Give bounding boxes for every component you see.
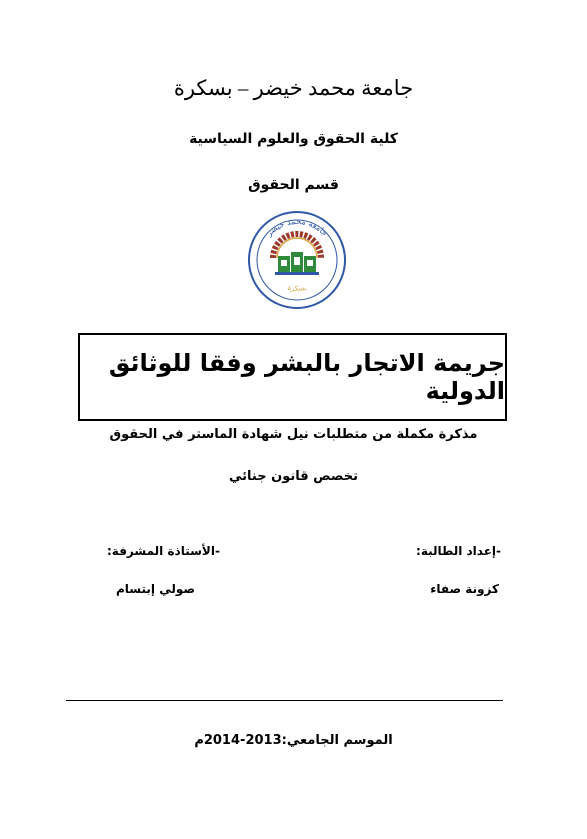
faculty-name: كلية الحقوق والعلوم السياسية bbox=[189, 131, 398, 147]
university-seal-icon bbox=[247, 210, 347, 310]
thesis-subtitle: مذكرة مكملة من متطلبات نيل شهادة الماستر في الحقوق bbox=[109, 427, 478, 442]
thesis-specialty: تخصص قانون جنائي bbox=[229, 469, 358, 484]
thesis-title: جريمة الاتجار بالبشر وفقا للوثائق الدولية bbox=[108, 349, 505, 405]
supervisor-name: صولي إبتسام bbox=[116, 582, 195, 596]
svg-text:بسكرة bbox=[287, 284, 307, 293]
student-label: -إعداد الطالبة: bbox=[416, 544, 501, 558]
thesis-title-box bbox=[78, 333, 507, 421]
university-name: جامعة محمد خيضر – بسكرة bbox=[173, 76, 414, 100]
footer-divider bbox=[66, 700, 503, 701]
academic-year: الموسم الجامعي:2013-2014م bbox=[194, 733, 393, 748]
supervisor-label: -الأستاذة المشرفة: bbox=[107, 544, 220, 558]
seal-ring-text: جامعة محمد خيضر bbox=[264, 216, 330, 238]
department-name: قسم الحقوق bbox=[248, 177, 339, 193]
seal-bottom-text: بسكرة bbox=[286, 283, 308, 293]
student-name: كزونة صفاء bbox=[430, 582, 499, 596]
